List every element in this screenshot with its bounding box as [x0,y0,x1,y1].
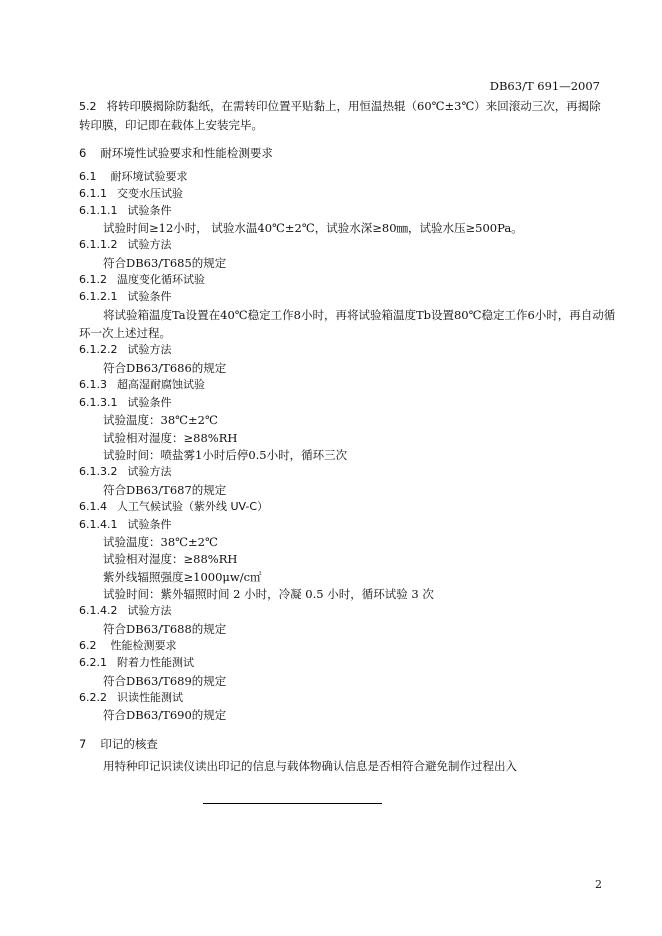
section-title: 超高湿耐腐蚀试验 [117,378,205,391]
section-6-2-1-heading [79,656,194,670]
section-number: 6.1.2.1 [79,290,118,303]
section-6-1-1-1-heading [79,204,171,218]
section-number: 6.1.3.2 [79,465,118,478]
section-title: 试验条件 [127,204,172,217]
section-6-1-3-heading [79,378,205,392]
section-6-2-1-text: 符合DB63/T689的规定 [103,674,227,688]
clause-number: 5.2 [79,100,97,113]
section-6-1-4-1-line-2: 试验相对湿度：≥88%RH [103,552,238,566]
section-number: 7 [79,737,87,751]
clause-text: 将转印膜揭除防黏纸，在需转印位置平贴黏上，用恒温热辊（60℃±3℃）来回滚动三次，再揭除 [106,99,601,113]
section-number: 6.1.4.2 [79,604,118,617]
section-number: 6.1.2.2 [79,343,118,356]
section-title: 附着力性能测试 [117,656,194,669]
section-6-1-1-1-text: 试验时间≥12小时， 试验水温40℃±2℃，试验水深≥80㎜，试验水压≥500Pa。 [103,221,523,235]
section-title: 性能检测要求 [110,639,177,652]
section-6-1-4-2-text: 符合DB63/T688的规定 [103,622,227,636]
section-title: 交变水压试验 [117,187,183,200]
section-6-1-3-1-line-1: 试验温度：38℃±2℃ [103,413,218,427]
section-6-1-3-1-line-2: 试验相对湿度：≥88%RH [103,431,238,445]
section-6-1-2-1-line-1: 将试验箱温度Ta设置在40℃稳定工作8小时，再将试验箱温度Tb设置80℃稳定工作6小时，再自动循 [103,308,616,322]
section-6-1-2-1-heading [79,290,171,304]
section-title: 温度变化循环试验 [117,273,205,286]
section-title: 试验方法 [127,343,172,356]
document-code: DB63/T 691—2007 [489,79,600,93]
section-6-1-2-1-line-2: 环一次上述过程。 [79,326,171,340]
section-6-heading [79,146,273,160]
section-number: 6.1.4.1 [79,518,118,531]
section-6-1-1-2-text: 符合DB63/T685的规定 [103,256,227,270]
page-number: 2 [595,878,602,891]
section-number: 6 [79,146,87,160]
section-6-1-3-2-heading [79,465,171,479]
section-6-1-3-1-heading [79,396,171,410]
section-6-2-2-text: 符合DB63/T690的规定 [103,708,227,722]
section-number: 6.1.4 [79,500,107,513]
section-title: 试验方法 [127,465,172,478]
section-6-1-4-1-line-3: 紫外线辐照强度≥1000μw/c㎡ [103,570,262,584]
section-6-1-4-2-heading [79,604,171,618]
section-number: 6.2 [79,639,97,652]
section-title: 耐环境性试验要求和性能检测要求 [100,146,273,160]
section-6-1-heading [79,170,188,184]
section-6-1-2-heading [79,273,205,287]
section-7-heading [79,737,158,751]
clause-5-2-line-1 [79,99,601,114]
section-6-1-1-2-heading [79,238,171,252]
end-rule [203,803,382,804]
section-7-text: 用特种印记识读仪读出印记的信息与载体物确认信息是否相符合避免制作过程出入 [103,759,517,773]
section-title: 人工气候试验（紫外线 UV-C） [117,500,269,513]
section-6-1-3-1-line-3: 试验时间：喷盐雾1小时后停0.5小时，循环三次 [103,448,348,462]
section-6-1-2-2-text: 符合DB63/T686的规定 [103,361,227,375]
section-number: 6.2.1 [79,656,107,669]
section-6-1-2-2-heading [79,343,171,357]
section-title: 试验条件 [127,396,172,409]
section-6-1-4-1-line-1: 试验温度：38℃±2℃ [103,535,218,549]
section-number: 6.2.2 [79,691,107,704]
section-6-2-heading [79,639,177,653]
section-6-1-4-heading [79,500,268,514]
section-title: 试验条件 [127,518,172,531]
section-title: 印记的核查 [100,737,158,751]
section-number: 6.1.1.2 [79,238,118,251]
section-6-1-4-1-heading [79,518,171,532]
section-title: 耐环境试验要求 [110,170,188,183]
section-number: 6.1 [79,170,97,183]
section-number: 6.1.3 [79,378,107,391]
section-6-1-4-1-line-4: 试验时间：紫外辐照时间 2 小时，冷凝 0.5 小时，循环试验 3 次 [103,587,434,601]
section-title: 试验方法 [127,604,172,617]
section-6-1-1-heading [79,187,183,201]
section-number: 6.1.3.1 [79,396,118,409]
clause-5-2-line-2: 转印膜，印记即在载体上安装完毕。 [79,118,263,132]
section-number: 6.1.2 [79,273,107,286]
section-title: 试验方法 [127,238,172,251]
section-title: 识读性能测试 [117,691,183,704]
section-6-1-3-2-text: 符合DB63/T687的规定 [103,483,227,497]
section-number: 6.1.1.1 [79,204,118,217]
section-title: 试验条件 [127,290,172,303]
section-number: 6.1.1 [79,187,107,200]
section-6-2-2-heading [79,691,183,705]
